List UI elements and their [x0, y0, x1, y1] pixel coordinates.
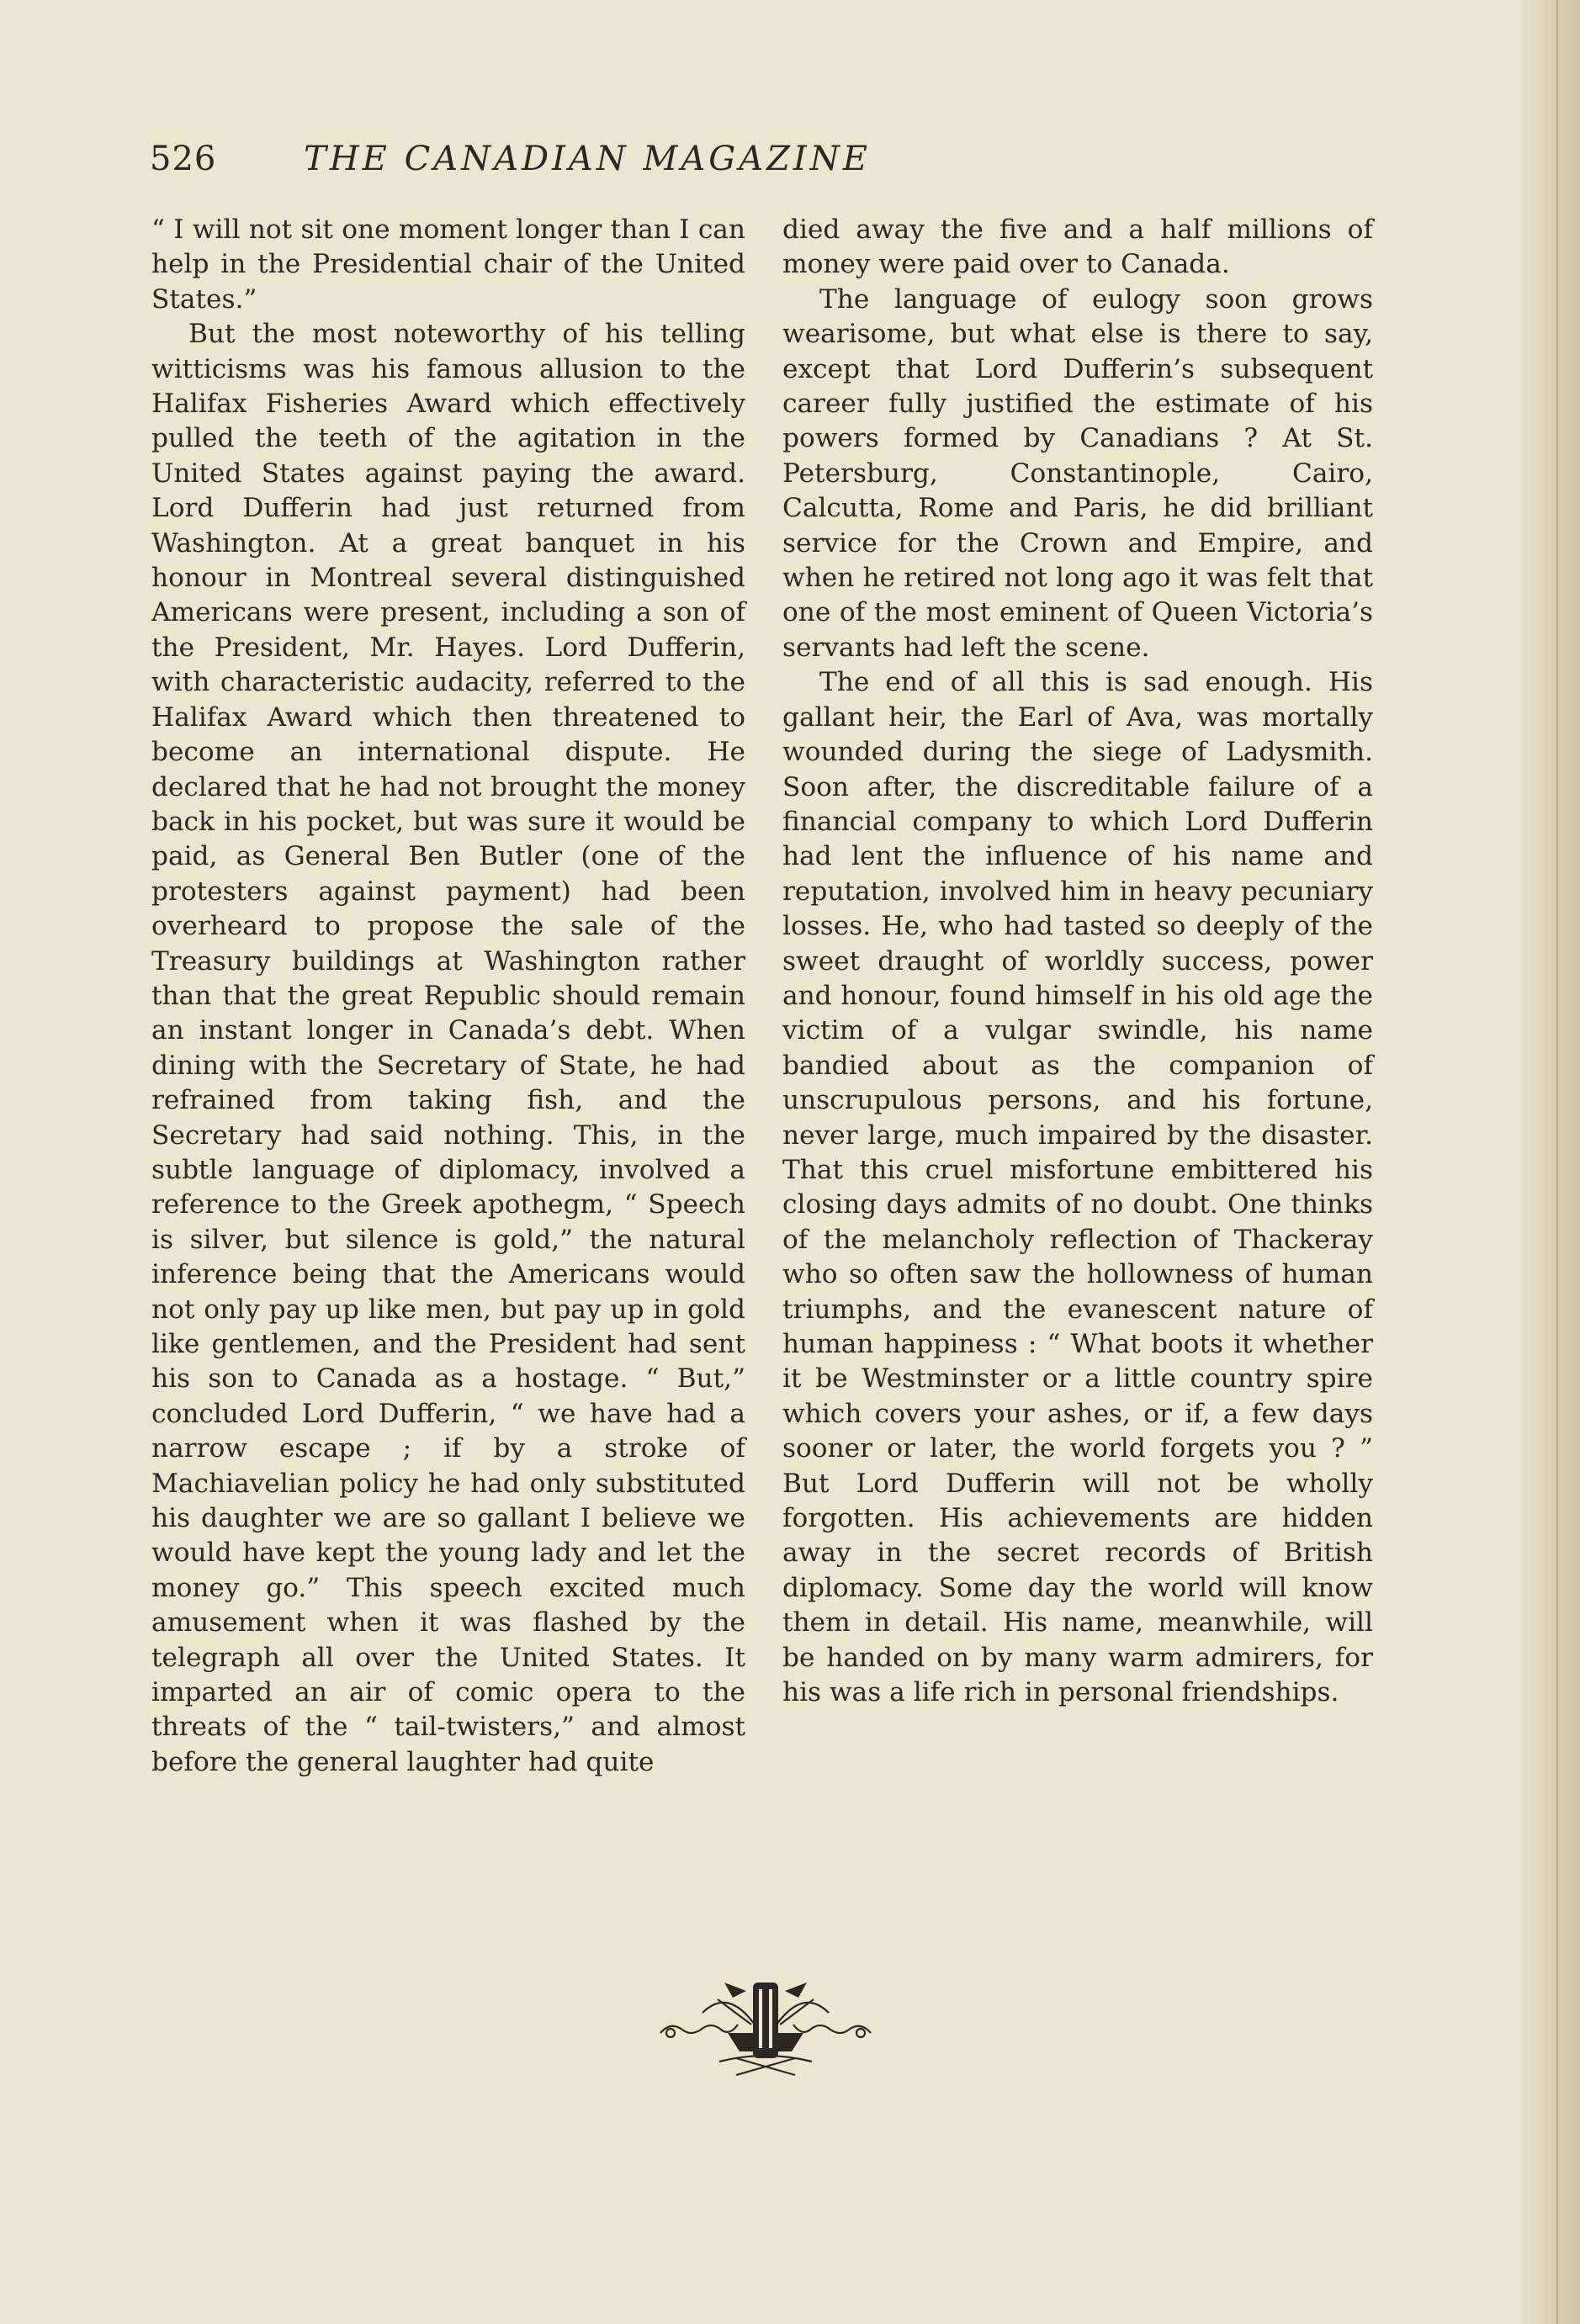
page-edge-line — [1556, 0, 1558, 2324]
ornamental-flourish-icon — [652, 1974, 879, 2083]
paragraph: The end of all this is sad enough. His gallant heir, the Earl of Ava, was mortally wounded during the siege of Ladysmith. Soon after, the discreditable failure of a financial company to which Lord Dufferin had lent the influence of his name and reputation, involved him in heavy pecuniary losses. He, who had tasted so deeply of the sweet draught of worldly success, power and honour, found himself in his old age the victim of a vulgar swindle, his name bandied about as the companion of unscrupulous persons, and his fortune, never large, much impaired by the disaster. That this cruel misfortune embittered his closing days admits of no doubt. One thinks of the melancholy reflection of Thackeray who so often saw the hollowness of human triumphs, and the evanescent nature of human happiness : “ What boots it whether it be Westminster or a little country spire which covers your ashes, or if, a few days sooner or later, the world forgets you ? ” But Lord Dufferin will not be wholly forgotten. His achievements are hidden away in the secret records of British diplomacy. Some day the world will know them in detail. His name, meanwhile, will be handed on by many warm admirers, for his was a life rich in personal friendships. — [782, 667, 1373, 1708]
paragraph: “ I will not sit one moment longer than I can help in the Presidential chair of the United States.” — [151, 214, 745, 315]
right-column — [782, 213, 1373, 1710]
running-title: THE CANADIAN MAGAZINE — [304, 140, 871, 178]
paragraph: died away the five and a half millions of money were paid over to Canada. — [782, 214, 1373, 280]
page-number: 526 — [150, 140, 217, 178]
paragraph: But the most noteworthy of his telling witticisms was his famous allusion to the Halifax Fisheries Award which effectively pulled the teeth of the agitation in the United States against paying the award. Lord Dufferin had just returned from Washington. At a great banquet in his honour in Montreal several distinguished Americans were present, including a son of the President, Mr. Hayes. Lord Dufferin, with characteristic audacity, referred to the Halifax Award which then threatened to become an international dispute. He declared that he had not brought the money back in his pocket, but was sure it would be paid, as General Ben Butler (one of the protesters against payment) had been overheard to propose the sale of the Treasury buildings at Washington rather than that the great Republic should remain an instant longer in Canada’s debt. When dining with the Secretary of State, he had refrained from taking fish, and the Secretary had said nothing. This, in the subtle language of diplomacy, involved a reference to the Greek apothegm, “ Speech is silver, but silence is gold,” the natural inference being that the Americans would not only pay up like men, but pay up in gold like gentlemen, and the President had sent his son to Canada as a hostage. “ But,” concluded Lord Dufferin, “ we have had a narrow escape ; if by a stroke of Machiavelian policy he had only substituted his daughter we are so gallant I believe we would have kept the young lady and let the money go.” This speech excited much amusement when it was flashed by the telegraph all over the United States. It imparted an air of comic opera to the threats of the “ tail-twisters,” and almost before the general laughter had quite — [151, 319, 745, 1777]
running-header — [150, 140, 1025, 190]
left-column — [151, 213, 745, 1780]
paragraph: The language of eulogy soon grows wearisome, but what else is there to say, except that Lord Dufferin’s subsequent career fully justified the estimate of his powers formed by Canadians ? At St. Petersburg, Constantinople, Cairo, Calcutta, Rome and Paris, he did brilliant service for the Crown and Empire, and when he retired not long ago it was felt that one of the most eminent of Queen Victoria’s servants had left the scene. — [782, 283, 1373, 663]
page-gutter-shadow — [1521, 0, 1580, 2324]
